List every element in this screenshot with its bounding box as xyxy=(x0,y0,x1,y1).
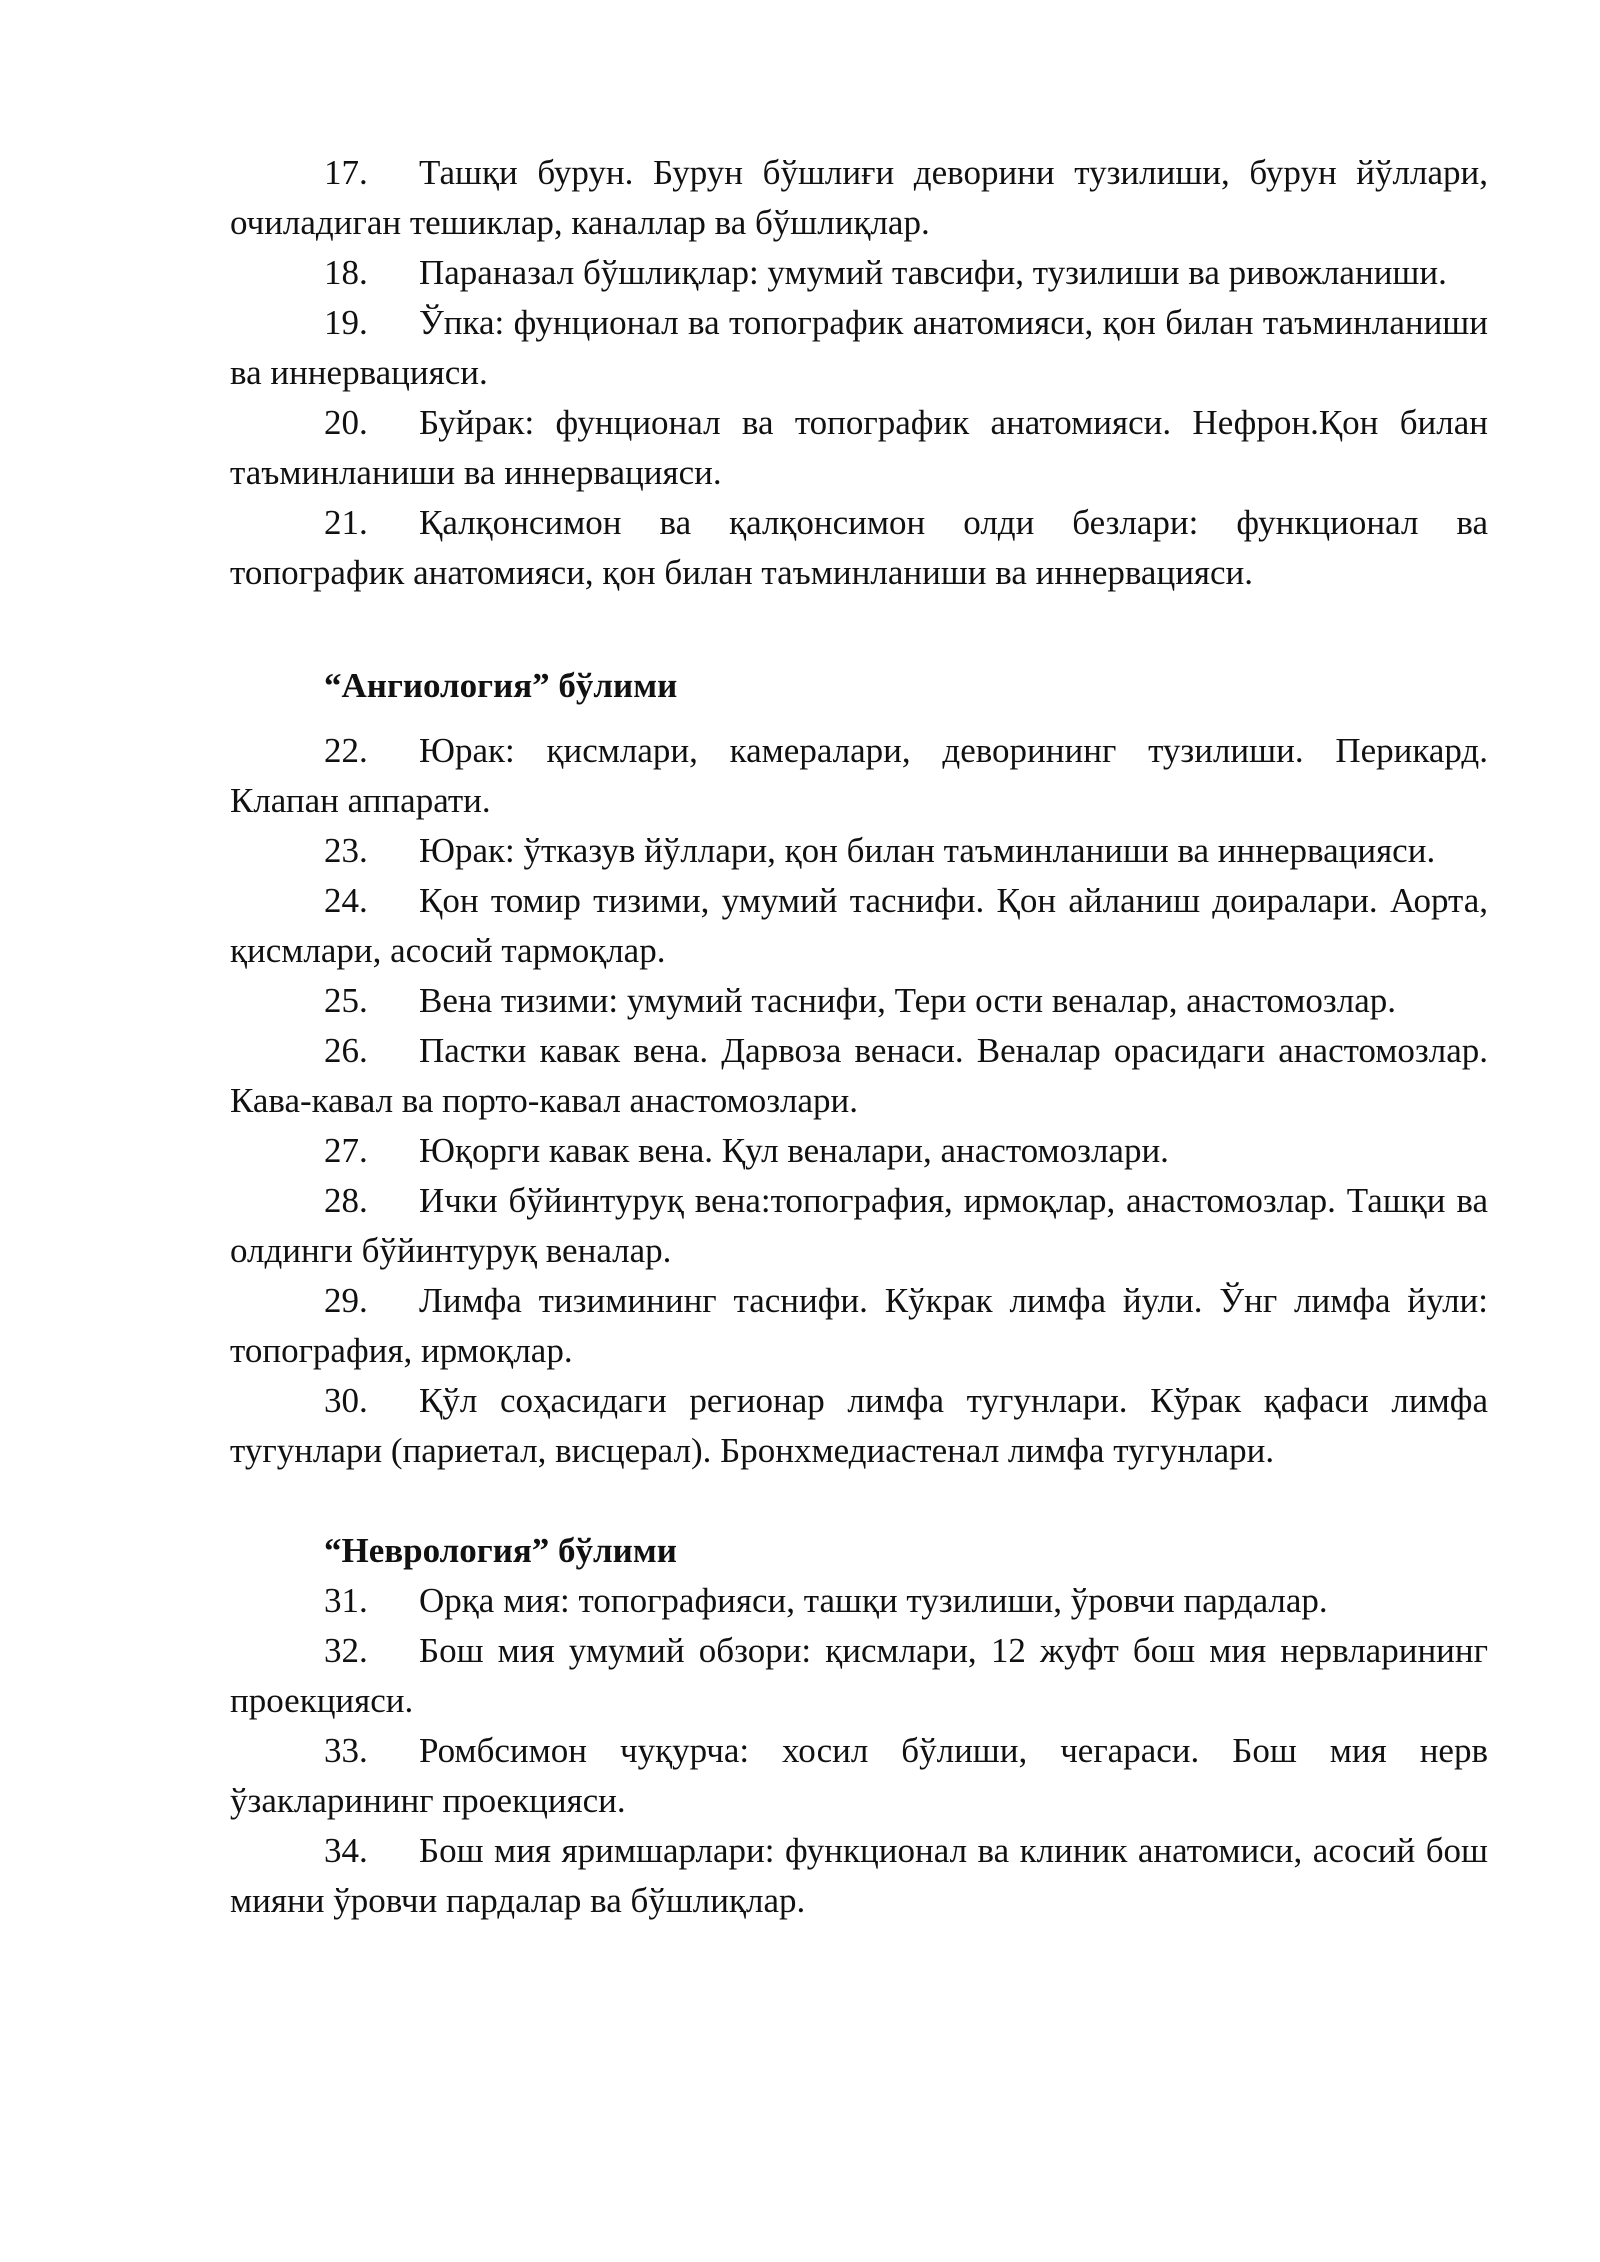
section-heading: “Ангиология” бўлими xyxy=(324,666,678,705)
item-number: 19. xyxy=(324,303,368,342)
item-number: 22. xyxy=(324,731,368,770)
spacer xyxy=(230,711,1488,726)
item-text: Қалқонсимон ва қалқонсимон олди безлари: функционал ва топографик анатомияси, қон билан таъминланиши ва иннервацияси. xyxy=(230,503,1488,592)
list-item xyxy=(230,826,1488,876)
item-number: 31. xyxy=(324,1581,368,1620)
item-number: 30. xyxy=(324,1381,368,1420)
list-item xyxy=(230,1626,1488,1726)
list-item xyxy=(230,1276,1488,1376)
list-item xyxy=(230,726,1488,826)
item-text: Ташқи бурун. Бурун бўшлиғи деворини тузилиши, бурун йўллари, очиладиган тешиклар, каналлар ва бўшлиқлар. xyxy=(230,153,1488,242)
item-number: 20. xyxy=(324,403,368,442)
item-number: 34. xyxy=(324,1831,368,1870)
item-text: Лимфа тизимининг таснифи. Кўкрак лимфа йули. Ўнг лимфа йули: топография, ирмоқлар. xyxy=(230,1281,1488,1370)
section-neurology xyxy=(230,1526,1488,1926)
item-text: Ички бўйинтуруқ вена:топография, ирмоқлар, анастомозлар. Ташқи ва олдинги бўйинтуруқ веналар. xyxy=(230,1181,1488,1270)
item-number: 23. xyxy=(324,831,368,870)
list-item xyxy=(230,1826,1488,1926)
list-item xyxy=(230,1726,1488,1826)
item-text: Қўл соҳасидаги регионар лимфа тугунлари. Кўрак қафаси лимфа тугунлари (париетал, висцерал). Бронхмедиастенал лимфа тугунлари. xyxy=(230,1381,1488,1470)
item-number: 29. xyxy=(324,1281,368,1320)
item-text: Бош мия умумий обзори: қисмлари, 12 жуфт бош мия нервларининг проекцияси. xyxy=(230,1631,1488,1720)
list-item xyxy=(230,1376,1488,1476)
section-heading: “Неврология” бўлими xyxy=(324,1531,677,1570)
item-number: 21. xyxy=(324,503,368,542)
spacer xyxy=(230,1476,1488,1526)
item-text: Буйрак: фунционал ва топографик анатомияси. Нефрон.Қон билан таъминланиши ва иннервацияси. xyxy=(230,403,1488,492)
item-text: Бош мия яримшарлари: функционал ва клиник анатомиси, асосий бош мияни ўровчи пардалар ва бўшлиқлар. xyxy=(230,1831,1488,1920)
item-text: Параназал бўшлиқлар: умумий тавсифи, тузилиши ва ривожланиши. xyxy=(419,253,1447,292)
item-text: Вена тизими: умумий таснифи, Тери ости веналар, анастомозлар. xyxy=(419,981,1396,1020)
item-text: Пастки кавак вена. Дарвоза венаси. Веналар орасидаги анастомозлар. Кава-кавал ва порто-кавал анастомозлари. xyxy=(230,1031,1488,1120)
item-number: 32. xyxy=(324,1631,368,1670)
list-item xyxy=(230,1126,1488,1176)
section-continuation xyxy=(230,148,1488,598)
item-number: 17. xyxy=(324,153,368,192)
item-text: Юрак: ўтказув йўллари, қон билан таъминланиши ва иннервацияси. xyxy=(419,831,1436,870)
spacer xyxy=(230,598,1488,661)
item-number: 26. xyxy=(324,1031,368,1070)
item-number: 25. xyxy=(324,981,368,1020)
item-text: Юрак: қисмлари, камералари, деворининг тузилиши. Перикард. Клапан аппарати. xyxy=(230,731,1488,820)
item-text: Ромбсимон чуқурча: хосил бўлиши, чегараси. Бош мия нерв ўзакларининг проекцияси. xyxy=(230,1731,1488,1820)
list-item xyxy=(230,1176,1488,1276)
list-item xyxy=(230,1026,1488,1126)
list-item xyxy=(230,398,1488,498)
item-text: Юқорги кавак вена. Қул веналари, анастомозлари. xyxy=(419,1131,1169,1170)
list-item xyxy=(230,498,1488,598)
item-number: 18. xyxy=(324,253,368,292)
item-text: Ўпка: фунционал ва топографик анатомияси, қон билан таъминланиши ва иннервацияси. xyxy=(230,303,1488,392)
section-angiology xyxy=(230,661,1488,1476)
item-number: 27. xyxy=(324,1131,368,1170)
list-item xyxy=(230,976,1488,1026)
document-page xyxy=(230,148,1488,1926)
item-text: Орқа мия: топографияси, ташқи тузилиши, ўровчи пардалар. xyxy=(419,1581,1328,1620)
list-item xyxy=(230,248,1488,298)
list-item xyxy=(230,148,1488,248)
list-item xyxy=(230,1576,1488,1626)
item-text: Қон томир тизими, умумий таснифи. Қон айланиш доиралари. Аорта, қисмлари, асосий тармоқлар. xyxy=(230,881,1488,970)
item-number: 24. xyxy=(324,881,368,920)
list-item xyxy=(230,876,1488,976)
list-item xyxy=(230,298,1488,398)
item-number: 33. xyxy=(324,1731,368,1770)
item-number: 28. xyxy=(324,1181,368,1220)
